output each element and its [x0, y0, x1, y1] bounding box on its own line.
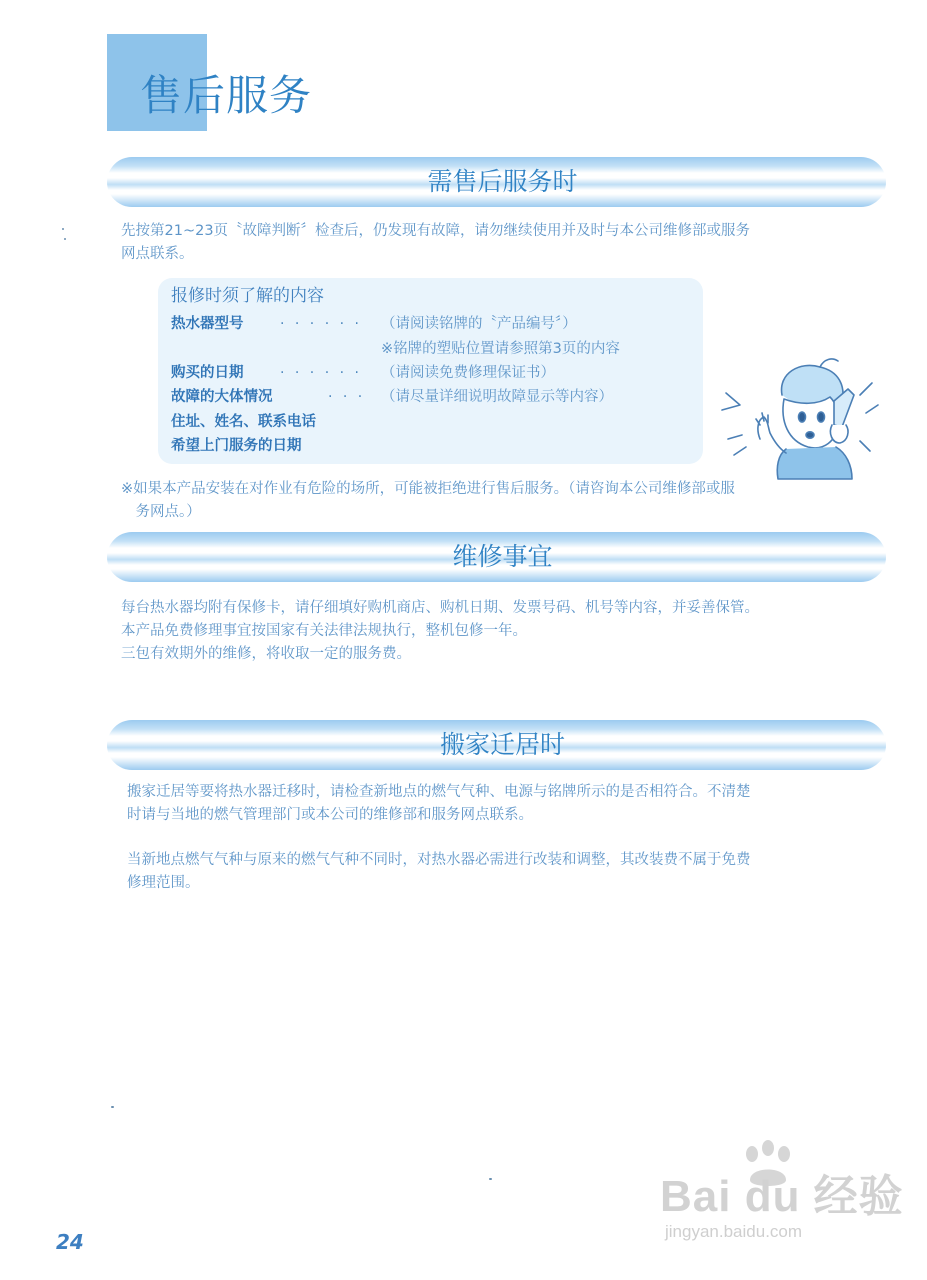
box-row-leader-dots: · · ·	[328, 389, 366, 405]
box-row-label: 故障的大体情况	[171, 389, 273, 405]
moving-paragraph-1	[127, 781, 887, 827]
repair-line: 三包有效期外的维修，将收取一定的服务费。	[121, 646, 411, 662]
section-heading-after-sales: 需售后服务时	[427, 167, 578, 196]
baidu-jingyan-watermark	[660, 1140, 904, 1260]
box-row-leader-dots: · · · · · ·	[280, 365, 362, 381]
after-sales-intro	[121, 220, 881, 266]
box-row-label: 购买的日期	[171, 365, 244, 381]
intro-line: 网点联系。	[121, 246, 194, 262]
moving-line: 修理范围。	[127, 875, 200, 891]
scan-speck	[62, 228, 64, 230]
footnote-line: 务网点。）	[121, 504, 201, 520]
repair-text	[121, 597, 881, 666]
box-row-note: ※铭牌的塑贴位置请参照第3页的内容	[381, 341, 620, 357]
repair-line: 每台热水器均附有保修卡，请仔细填好购机商店、购机日期、发票号码、机号等内容，并妥善保管。	[121, 600, 759, 616]
box-row-note: （请阅读铭牌的〝产品编号〞）	[381, 316, 577, 332]
box-row-note: （请尽量详细说明故障显示等内容）	[381, 389, 613, 405]
footnote-line: ※如果本产品安装在对作业有危险的场所，可能被拒绝进行售后服务。（请咨询本公司维修部或服	[121, 481, 735, 497]
box-row-label: 住址、姓名、联系电话	[171, 414, 316, 430]
watermark-url: jingyan.baidu.com	[665, 1222, 803, 1241]
scan-speck	[64, 238, 66, 240]
moving-line: 时请与当地的燃气管理部门或本公司的维修部和服务网点联系。	[127, 807, 533, 823]
section-band-repair	[107, 532, 886, 582]
box-row-leader-dots: · · · · · ·	[280, 316, 362, 332]
moving-line: 搬家迁居等要将热水器迁移时，请检查新地点的燃气气种、电源与铭牌所示的是否相符合。不清楚	[127, 784, 751, 800]
box-row-note: （请阅读免费修理保证书）	[381, 365, 555, 381]
section-band-after-sales	[107, 157, 886, 207]
moving-line: 当新地点燃气气种与原来的燃气气种不同时，对热水器必需进行改装和调整，其改装费不属于免费	[127, 852, 751, 868]
scan-speck	[111, 1106, 114, 1108]
moving-paragraph-2	[127, 849, 887, 895]
box-row-label: 希望上门服务的日期	[171, 438, 302, 454]
section-band-moving	[107, 720, 886, 770]
section-heading-repair: 维修事宜	[452, 542, 553, 571]
box-row-label: 热水器型号	[171, 316, 244, 332]
phone-call-illustration	[720, 355, 880, 480]
repair-line: 本产品免费修理事宜按国家有关法律法规执行，整机包修一年。	[121, 623, 527, 639]
page-number: 24	[56, 1230, 84, 1254]
watermark-logo-text: Bai du 经验	[660, 1172, 904, 1221]
page-title: 售后服务	[140, 71, 313, 120]
scan-speck	[489, 1178, 492, 1180]
repair-info-box-title: 报修时须了解的内容	[171, 286, 324, 306]
section-heading-moving: 搬家迁居时	[439, 730, 565, 759]
intro-line: 先按第21~23页〝故障判断〞检查后，仍发现有故障，请勿继续使用并及时与本公司维修部或服务	[121, 223, 751, 239]
after-sales-footnote	[121, 478, 881, 524]
